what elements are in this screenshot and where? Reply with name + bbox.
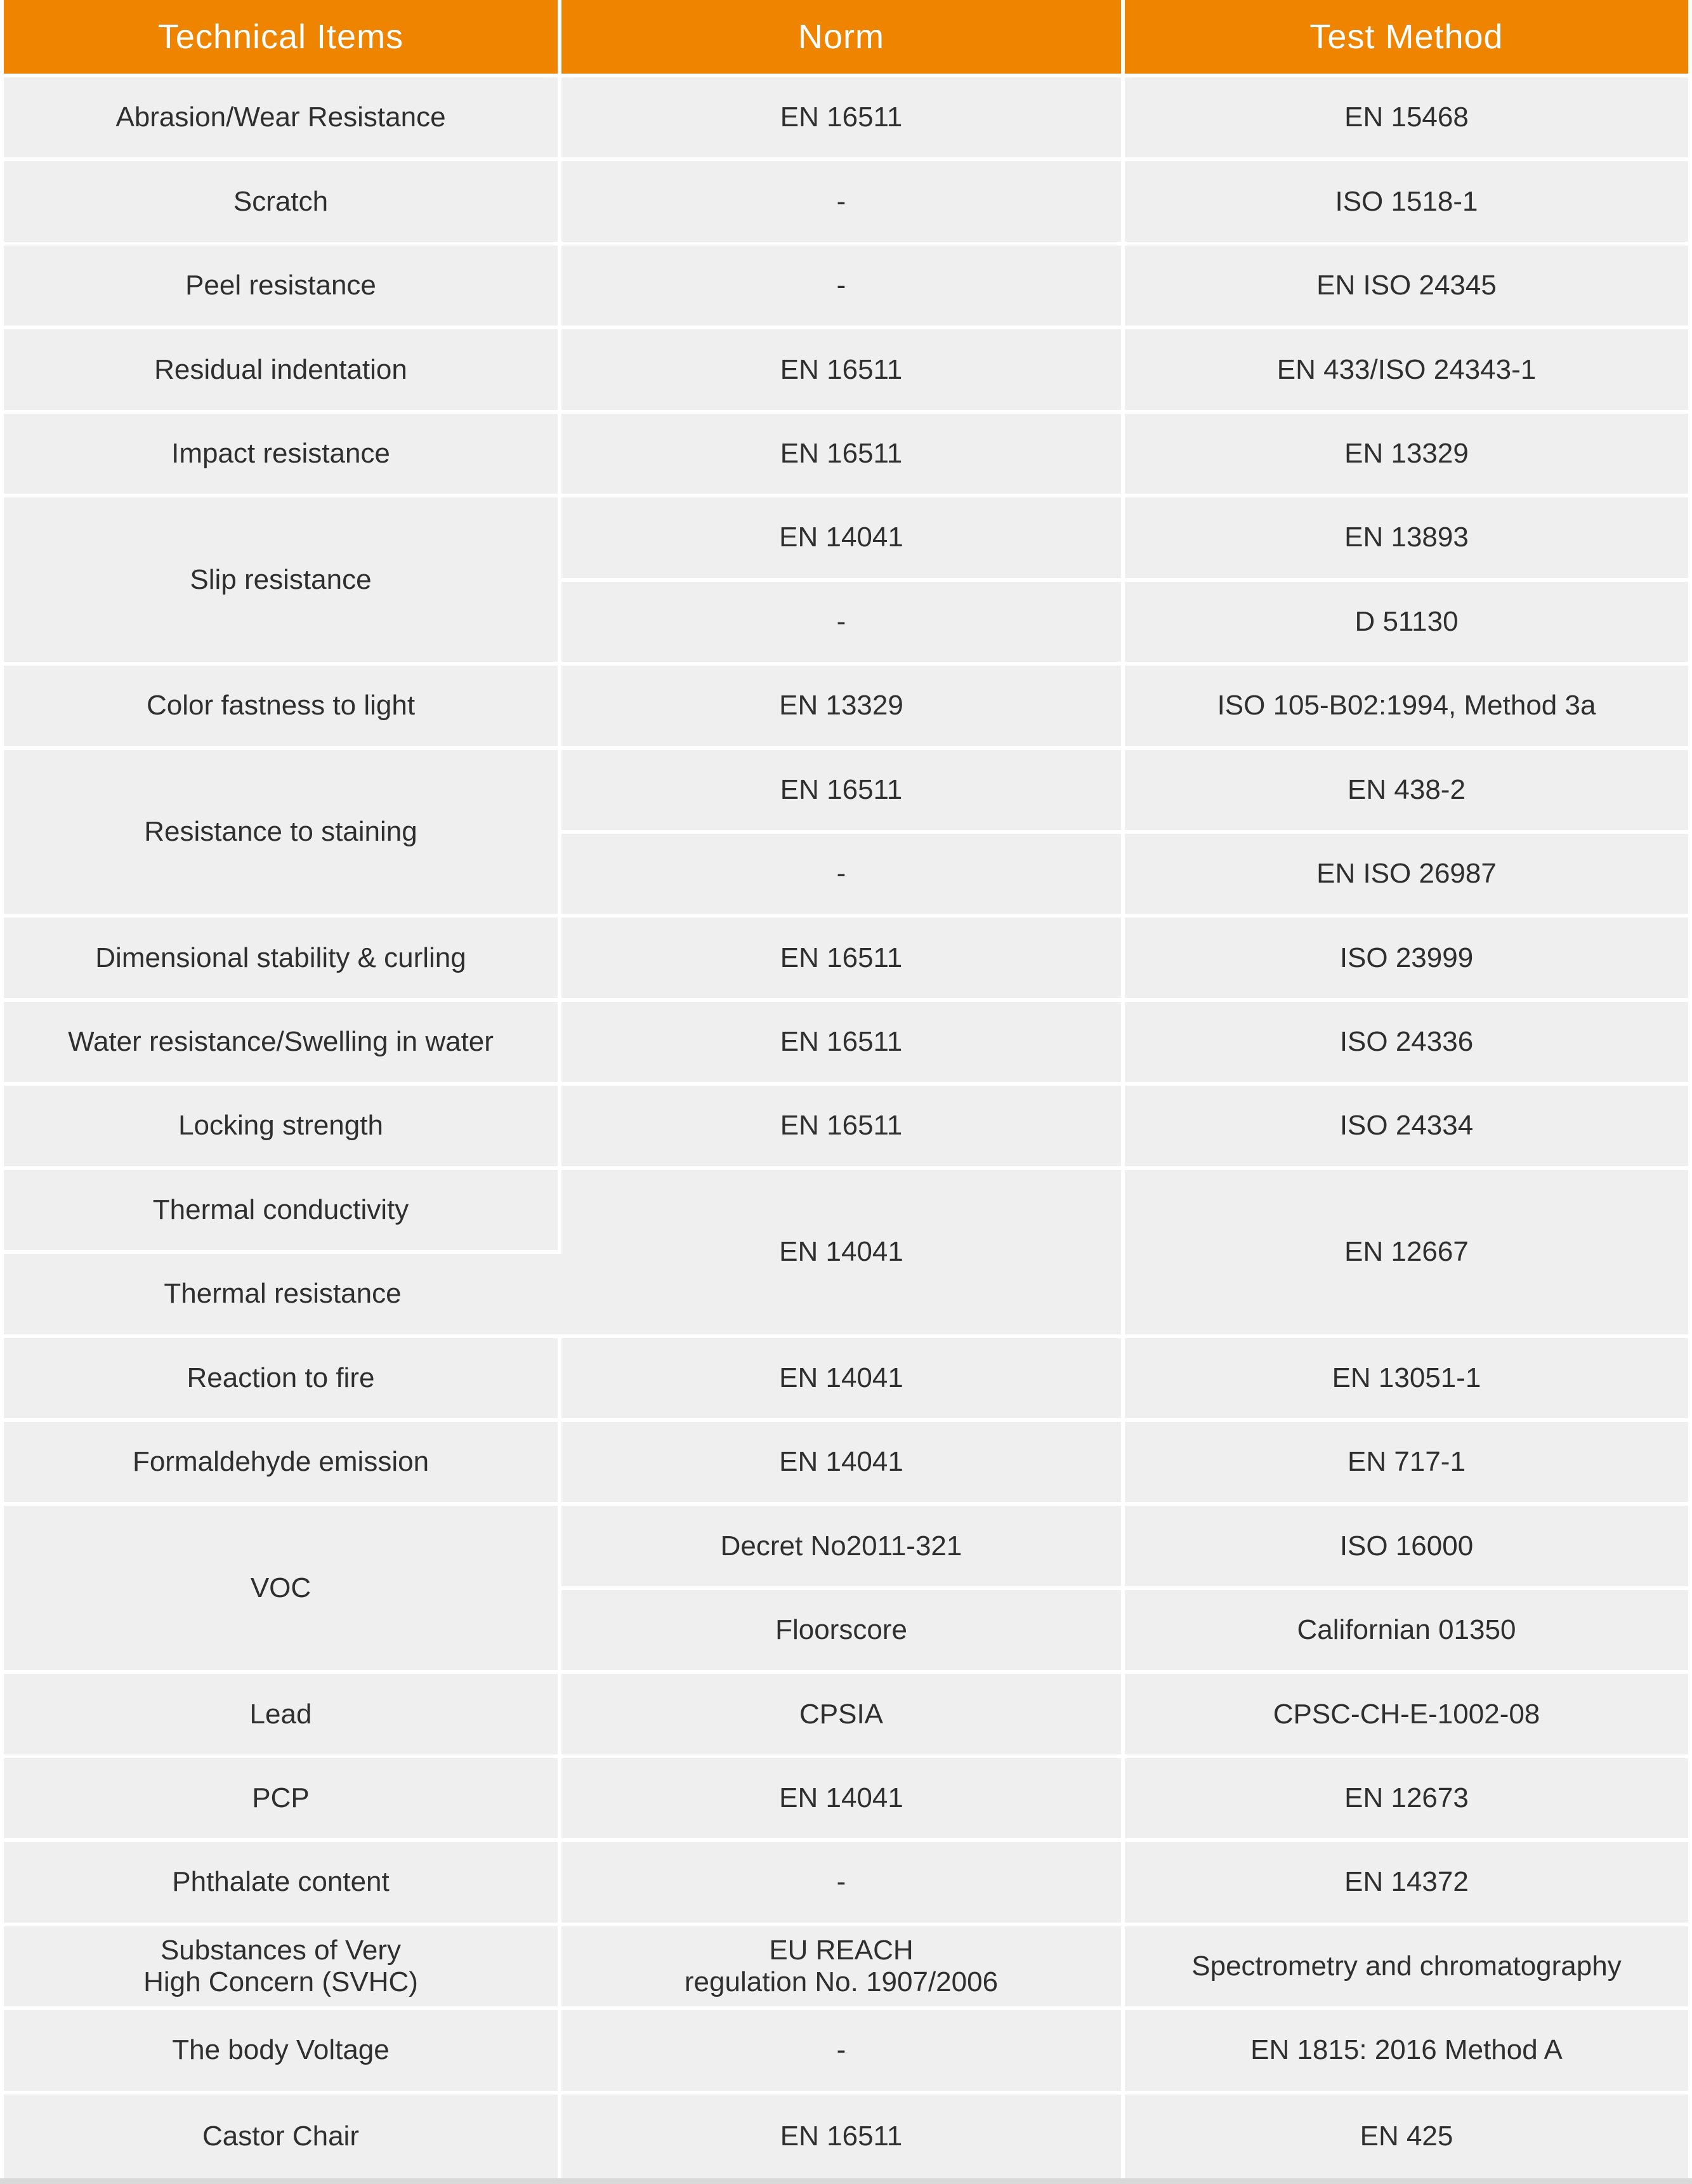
norm-cell: EN 16511: [561, 2095, 1125, 2179]
test-method-cell: D 51130: [1125, 582, 1688, 666]
table-row: [4, 1926, 1688, 2010]
table-row: [4, 2010, 1688, 2094]
header-test-method: Test Method: [1125, 0, 1688, 77]
technical-specs-table: [4, 0, 1688, 2178]
header-row: [4, 0, 1688, 77]
technical-item-cell: Scratch: [4, 161, 561, 245]
technical-item-cell: Water resistance/Swelling in water: [4, 1002, 561, 1086]
technical-item-cell: Slip resistance: [4, 497, 561, 666]
technical-item-cell: Resistance to staining: [4, 750, 561, 918]
technical-item-cell: Residual indentation: [4, 329, 561, 413]
table-row: [4, 1338, 1688, 1422]
table-row: [4, 750, 1688, 834]
norm-cell: -: [561, 1842, 1125, 1926]
test-method-cell: EN 12673: [1125, 1758, 1688, 1842]
norm-cell: EN 14041: [561, 1422, 1125, 1506]
norm-cell: EN 13329: [561, 666, 1125, 749]
table-row: [4, 329, 1688, 413]
table-row: [4, 1170, 1688, 1254]
technical-item-cell: Dimensional stability & curling: [4, 918, 561, 1001]
test-method-cell: Spectrometry and chromatography: [1125, 1926, 1688, 2010]
norm-cell: EN 14041: [561, 1338, 1125, 1422]
norm-cell: -: [561, 246, 1125, 329]
table-row: [4, 1674, 1688, 1758]
norm-cell: Decret No2011-321: [561, 1506, 1125, 1589]
table-row: [4, 1002, 1688, 1086]
norm-cell: -: [561, 2010, 1125, 2094]
test-method-cell: EN 1815: 2016 Method A: [1125, 2010, 1688, 2094]
norm-cell: -: [561, 582, 1125, 666]
test-method-cell: EN ISO 26987: [1125, 834, 1688, 918]
test-method-cell: EN 13051-1: [1125, 1338, 1688, 1422]
table-row: [4, 1086, 1688, 1169]
technical-item-cell: Formaldehyde emission: [4, 1422, 561, 1506]
table-body: [4, 77, 1688, 2178]
table-row: [4, 918, 1688, 1001]
norm-cell: EN 14041: [561, 1758, 1125, 1842]
bottom-divider: [0, 2178, 1692, 2184]
test-method-cell: CPSC-CH-E-1002-08: [1125, 1674, 1688, 1758]
technical-item-line: High Concern (SVHC): [143, 1966, 418, 1997]
table-row: [4, 2095, 1688, 2179]
norm-cell: -: [561, 834, 1125, 918]
test-method-cell: ISO 105-B02:1994, Method 3a: [1125, 666, 1688, 749]
technical-item-cell: Thermal conductivity: [4, 1170, 561, 1254]
technical-item-cell: PCP: [4, 1758, 561, 1842]
technical-item-cell: Reaction to fire: [4, 1338, 561, 1422]
norm-cell: -: [561, 161, 1125, 245]
table-row: [4, 1758, 1688, 1842]
test-method-cell: EN 13893: [1125, 497, 1688, 581]
test-method-cell: EN 15468: [1125, 77, 1688, 161]
header-norm: Norm: [561, 0, 1125, 77]
norm-cell: EN 16511: [561, 414, 1125, 497]
norm-cell: EN 16511: [561, 77, 1125, 161]
technical-item-line: Substances of Very: [160, 1934, 402, 1966]
test-method-cell: EN 13329: [1125, 414, 1688, 497]
test-method-cell: EN 425: [1125, 2095, 1688, 2179]
test-method-cell: EN 717-1: [1125, 1422, 1688, 1506]
table-row: [4, 1422, 1688, 1506]
table-row: [4, 246, 1688, 329]
table-row: [4, 666, 1688, 749]
technical-item-cell: [4, 1926, 561, 2010]
technical-item-cell: Thermal resistance: [4, 1254, 561, 1338]
table-row: [4, 1842, 1688, 1926]
technical-item-cell: Peel resistance: [4, 246, 561, 329]
test-method-cell: Californian 01350: [1125, 1590, 1688, 1674]
test-method-cell: EN ISO 24345: [1125, 246, 1688, 329]
norm-line: EU REACH: [769, 1934, 914, 1966]
table-row: [4, 1506, 1688, 1589]
test-method-cell: EN 438-2: [1125, 750, 1688, 834]
norm-cell: EN 14041: [561, 1170, 1125, 1338]
technical-item-cell: VOC: [4, 1506, 561, 1674]
norm-cell: [561, 1926, 1125, 2010]
norm-cell: Floorscore: [561, 1590, 1125, 1674]
norm-cell: EN 14041: [561, 497, 1125, 581]
norm-cell: CPSIA: [561, 1674, 1125, 1758]
test-method-cell: ISO 23999: [1125, 918, 1688, 1001]
technical-item-cell: Locking strength: [4, 1086, 561, 1169]
technical-item-cell: Abrasion/Wear Resistance: [4, 77, 561, 161]
technical-item-cell: Impact resistance: [4, 414, 561, 497]
norm-cell: EN 16511: [561, 750, 1125, 834]
test-method-cell: ISO 24336: [1125, 1002, 1688, 1086]
technical-item-cell: Color fastness to light: [4, 666, 561, 749]
norm-cell: EN 16511: [561, 918, 1125, 1001]
technical-item-cell: Castor Chair: [4, 2095, 561, 2179]
norm-cell: EN 16511: [561, 329, 1125, 413]
table-row: [4, 77, 1688, 161]
technical-item-cell: The body Voltage: [4, 2010, 561, 2094]
technical-item-cell: Lead: [4, 1674, 561, 1758]
test-method-cell: ISO 24334: [1125, 1086, 1688, 1169]
table-row: [4, 414, 1688, 497]
test-method-cell: ISO 16000: [1125, 1506, 1688, 1589]
test-method-cell: EN 14372: [1125, 1842, 1688, 1926]
test-method-cell: ISO 1518-1: [1125, 161, 1688, 245]
technical-item-cell: Phthalate content: [4, 1842, 561, 1926]
norm-cell: EN 16511: [561, 1086, 1125, 1169]
table-row: [4, 161, 1688, 245]
test-method-cell: EN 12667: [1125, 1170, 1688, 1338]
test-method-cell: EN 433/ISO 24343-1: [1125, 329, 1688, 413]
norm-cell: EN 16511: [561, 1002, 1125, 1086]
norm-line: regulation No. 1907/2006: [684, 1966, 999, 1997]
header-technical-items: Technical Items: [4, 0, 561, 77]
table-row: [4, 497, 1688, 581]
table-header: [4, 0, 1688, 77]
